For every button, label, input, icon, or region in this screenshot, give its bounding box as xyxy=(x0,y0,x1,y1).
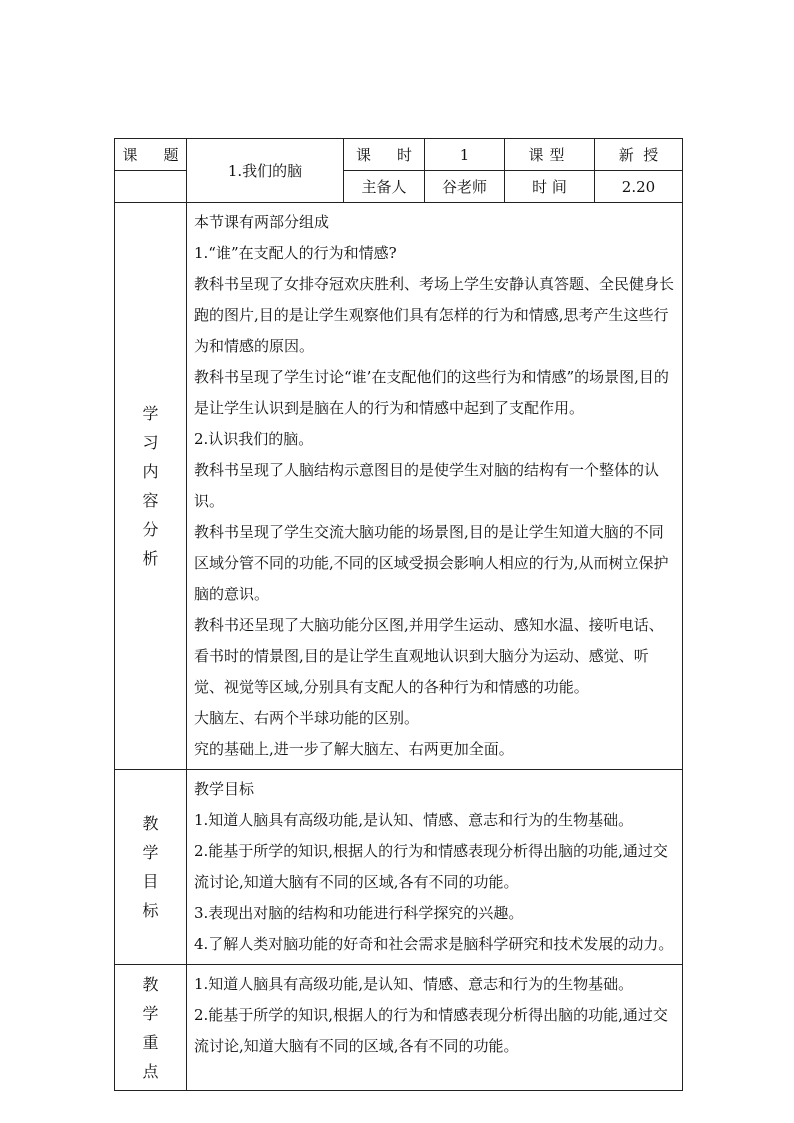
section-label-cell xyxy=(115,965,187,1091)
hours-label-cell xyxy=(344,139,425,171)
paragraph: 教科书还呈现了大脑功能分区图,并用学生运动、感知水温、接听电话、看书时的情景图,目的是让学生直观地认识到大脑分为运动、感觉、听觉、视觉等区域,分别具有支配人的各种行为和情感的功能。 xyxy=(194,616,664,696)
section-teaching-goals xyxy=(115,770,683,965)
preparer-value: 谷老师 xyxy=(441,178,487,196)
topic-label-blank-cell xyxy=(115,171,187,203)
time-value: 2.20 xyxy=(621,177,656,196)
paragraph: 教科书呈现了人脑结构示意图目的是使学生对脑的结构有一个整体的认识。 xyxy=(194,461,660,510)
topic-value: 1.我们的脑 xyxy=(227,162,303,180)
section-label-char: 点 xyxy=(142,1061,159,1081)
paragraph: 大脑左、右两个半球功能的区别。 xyxy=(194,709,420,727)
type-label-cell xyxy=(505,139,595,171)
section-label-char: 重 xyxy=(142,1032,159,1052)
section-content-analysis xyxy=(115,203,683,770)
topic-value-cell xyxy=(187,139,344,203)
section-label-char: 标 xyxy=(142,901,159,920)
section-label-char: 习 xyxy=(142,433,159,452)
section-label-char: 析 xyxy=(142,549,159,568)
paragraph: 教科书呈现了女排夺冠欢庆胜利、考场上学生安静认真答题、全民健身长跑的图片,目的是让学生观察他们具有怎样的行为和情感,思考产生这些行为和情感的原因。 xyxy=(194,275,675,355)
hours-value: 1 xyxy=(459,145,470,164)
paragraph: 4.了解人类对脑功能的好奇和社会需求是脑科学研究和技术发展的动力。 xyxy=(194,935,674,953)
time-label: 时 间 xyxy=(532,178,567,196)
hours-label-char: 时 xyxy=(397,146,413,164)
header-row-1 xyxy=(115,139,683,171)
section-label-char: 内 xyxy=(142,462,159,481)
section-label-char: 目 xyxy=(142,872,159,891)
paragraph: 本节课有两部分组成 xyxy=(194,213,330,231)
topic-label-char: 题 xyxy=(163,146,179,164)
paragraph: 1.“谁”在支配人的行为和情感? xyxy=(194,244,397,262)
section-label-char: 学 xyxy=(142,843,159,862)
paragraph: 2.能基于所学的知识,根据人的行为和情感表现分析得出脑的功能,通过交流讨论,知道大脑有不同的区域,各有不同的功能。 xyxy=(194,842,668,891)
type-label: 课型 xyxy=(528,146,571,164)
section-label-char: 教 xyxy=(142,814,159,833)
paragraph: 教科书呈现了学生讨论“谁’在支配他们的这些行为和情感”的场景图,目的是让学生认识到是脑在人的行为和情感中起到了支配作用。 xyxy=(194,368,669,417)
paragraph: 1.知道人脑具有高级功能,是认知、情感、意志和行为的生物基础。 xyxy=(194,975,634,993)
paragraph: 教科书呈现了学生交流大脑功能的场景图,目的是让学生知道大脑的不同区域分管不同的功能,不同的区域受损会影响人相应的行为,从而树立保护脑的意识。 xyxy=(194,523,669,603)
topic-label-cell xyxy=(115,139,187,171)
section-label-char: 学 xyxy=(142,404,159,423)
time-value-cell xyxy=(595,171,683,203)
preparer-value-cell xyxy=(425,171,505,203)
paragraph: 1.知道人脑具有高级功能,是认知、情感、意志和行为的生物基础。 xyxy=(194,811,634,829)
section-label-char: 分 xyxy=(142,520,159,539)
paragraph: 2.认识我们的脑。 xyxy=(194,430,314,448)
paragraph: 2.能基于所学的知识,根据人的行为和情感表现分析得出脑的功能,通过交流讨论,知道大脑有不同的区域,各有不同的功能。 xyxy=(194,1006,668,1055)
section-body xyxy=(187,770,683,965)
section-body xyxy=(187,965,683,1091)
section-label-char: 容 xyxy=(142,491,159,510)
hours-value-cell xyxy=(425,139,505,171)
section-label-char: 学 xyxy=(142,1003,159,1023)
type-value-cell xyxy=(595,139,683,171)
section-body xyxy=(187,203,683,770)
lesson-plan-table xyxy=(114,138,683,1091)
topic-label-char: 课 xyxy=(122,146,138,164)
paragraph: 3.表现出对脑的结构和功能进行科学探究的兴趣。 xyxy=(194,904,524,922)
preparer-label-cell xyxy=(344,171,425,203)
hours-label-char: 课 xyxy=(355,146,371,164)
section-label-cell xyxy=(115,770,187,965)
section-teaching-keypoints xyxy=(115,965,683,1091)
time-label-cell xyxy=(505,171,595,203)
paragraph: 教学目标 xyxy=(194,780,255,798)
paragraph: 究的基础上,进一步了解大脑左、右两更加全面。 xyxy=(194,740,514,758)
type-value: 新 授 xyxy=(618,146,659,164)
section-label-cell xyxy=(115,203,187,770)
preparer-label: 主备人 xyxy=(361,178,407,196)
section-label-char: 教 xyxy=(142,974,159,994)
